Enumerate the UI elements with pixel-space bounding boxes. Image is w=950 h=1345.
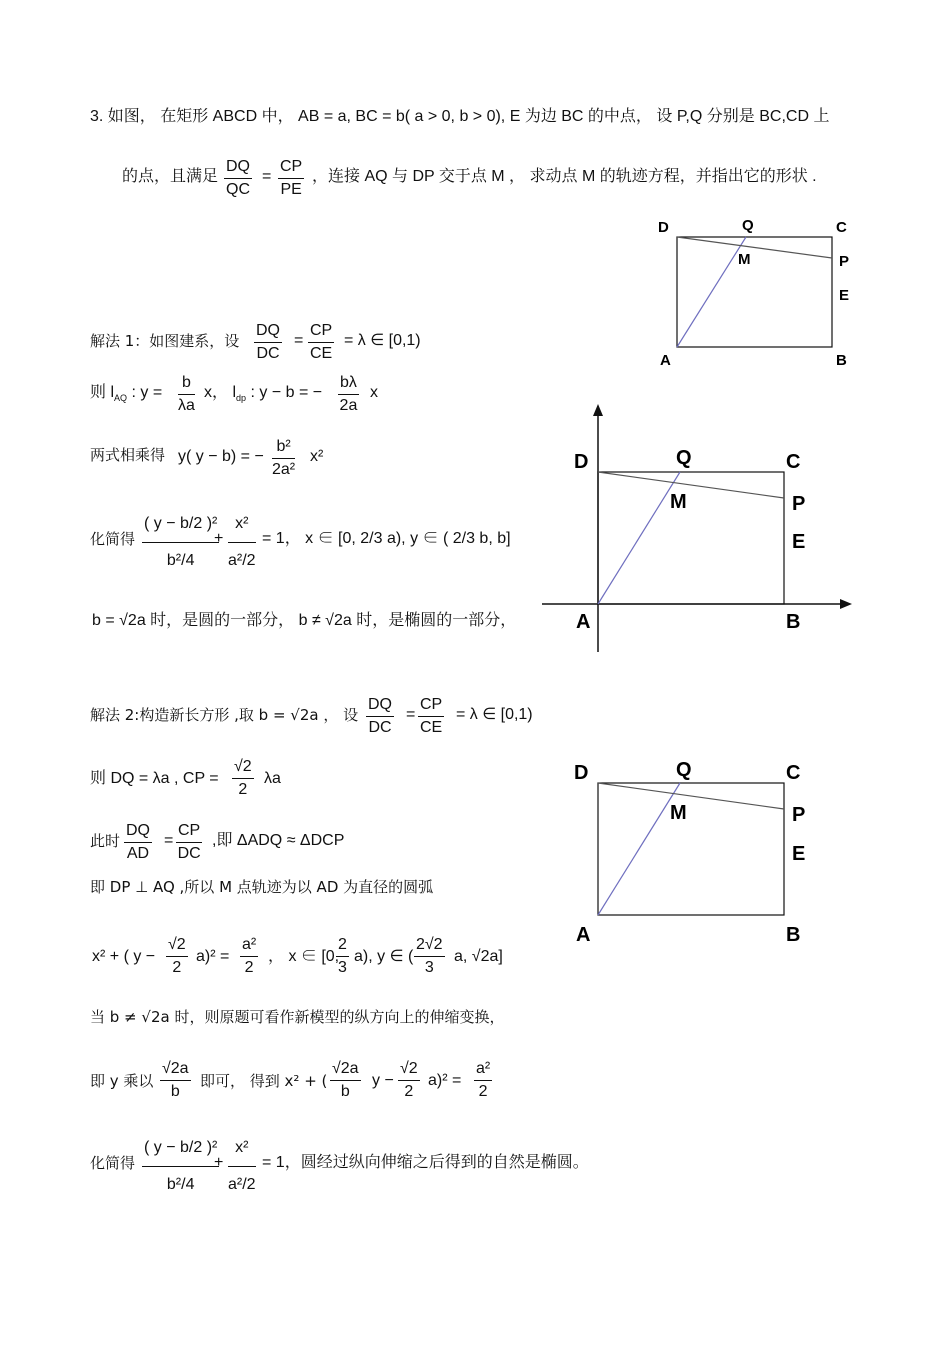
frac-den: b²/4	[166, 1176, 195, 1193]
text: : y =	[127, 384, 163, 401]
frac-den: AD	[126, 845, 150, 862]
sol1-then	[90, 384, 162, 407]
frac-den: b²/4	[166, 552, 195, 569]
figure-rectangle-1	[650, 210, 860, 375]
sol1-frac-bl-2a	[338, 372, 359, 417]
line-aq	[598, 472, 680, 604]
text: : y − b = −	[246, 384, 323, 401]
sol2-l8-frac-2	[228, 1130, 256, 1203]
sol2-line2: 则 DQ = λa , CP =	[90, 770, 219, 787]
frac-num: √2	[232, 756, 254, 779]
frac-den: a²/2	[228, 1176, 256, 1193]
subscript: dp	[236, 393, 247, 404]
frac-num: 2√2	[414, 934, 445, 957]
frac-den: 2	[404, 1083, 414, 1100]
sol2-l5-d: a), y ∈ (	[354, 948, 414, 965]
frac-num: ( y − b/2 )²	[142, 506, 219, 543]
frac-num: x²	[228, 1130, 256, 1167]
y-axis-arrow-icon	[593, 404, 603, 416]
frac-den: CE	[420, 719, 443, 736]
label-p: P	[792, 804, 806, 826]
frac-den: 2	[238, 781, 248, 798]
plus-sign: +	[214, 530, 224, 547]
sol2-frac-cp-ce	[418, 694, 444, 739]
sol2-l7-frac-1	[160, 1058, 191, 1103]
label-c: C	[786, 451, 801, 473]
label-m: M	[738, 251, 751, 268]
label-e: E	[792, 531, 806, 553]
sol2-frac-cp-dc	[176, 820, 202, 865]
frac-num: ( y − b/2 )²	[142, 1130, 219, 1167]
figure-coordinate-2	[540, 400, 860, 660]
line-dp	[598, 783, 784, 809]
line-dp	[598, 472, 784, 498]
frac-num: x²	[228, 506, 256, 543]
frac-den: 2	[172, 959, 182, 976]
sol2-l5-frac-4	[414, 934, 445, 979]
sol1-simp-frac-2	[228, 506, 256, 579]
frac-num: √2	[398, 1058, 420, 1081]
sol2-l7-frac-3	[398, 1058, 420, 1103]
sol1-then-2	[204, 384, 322, 407]
frac-num: CP	[176, 820, 202, 843]
equals-sign: =	[406, 706, 416, 723]
label-a: A	[576, 924, 591, 946]
frac-num: a²	[240, 934, 258, 957]
frac-den: b	[170, 1083, 180, 1100]
sol1-mult-eq: y( y − b) = −	[178, 448, 264, 465]
sol2-line3-tail: ,即 ΔADQ ≈ ΔDCP	[212, 832, 345, 849]
sol1-conclusion: b = √2a 时，是圆的一部分， b ≠ √2a 时，是椭圆的一部分，	[92, 612, 517, 629]
sol1-frac-b-la	[178, 372, 195, 417]
fraction-cp-pe	[278, 156, 304, 201]
text: x， l	[204, 384, 237, 401]
label-q: Q	[676, 447, 692, 469]
sol2-line4: 即 DP ⊥ AQ ,所以 M 点轨迹为以 AD 为直径的圆弧	[90, 878, 434, 896]
sol1-frac-cp-ce	[308, 320, 334, 365]
frac-den: DC	[256, 345, 280, 362]
frac-num: DQ	[124, 820, 152, 843]
sol2-l8-frac-1	[142, 1130, 219, 1203]
sol1-frac-dq-dc	[254, 320, 282, 365]
label-b: B	[786, 924, 801, 946]
sol1-simp-tail: = 1， x ∈ [0, 2/3 a), y ∈ ( 2/3 b, b]	[262, 530, 511, 547]
sol2-frac-r2-2	[232, 756, 254, 801]
frac-den: PE	[280, 181, 302, 198]
frac-den: λa	[178, 397, 195, 414]
sol1-simp-label: 化简得	[90, 530, 136, 548]
line-aq	[677, 237, 746, 347]
frac-num: √2	[166, 934, 188, 957]
label-c: C	[836, 219, 847, 236]
sol2-l8-label: 化简得	[90, 1154, 136, 1172]
frac-den: CE	[310, 345, 333, 362]
frac-den: 2a	[339, 397, 358, 414]
frac-num: a²	[474, 1058, 492, 1081]
sol2-range: = λ ∈ [0,1)	[456, 706, 533, 723]
frac-num: CP	[418, 694, 444, 717]
sol1-range: = λ ∈ [0,1)	[344, 332, 421, 349]
label-e: E	[792, 843, 806, 865]
sol2-l7-b: 即可， 得到 x² + (	[200, 1072, 328, 1090]
frac-num: bλ	[338, 372, 359, 395]
frac-den: 2	[478, 1083, 488, 1100]
frac-num: CP	[308, 320, 334, 343]
frac-den: 3	[338, 959, 347, 976]
fraction-dq-qc	[224, 156, 252, 201]
sol1-then-x: x	[370, 384, 378, 401]
sol1-simp-frac-1	[142, 506, 219, 579]
sol2-l5-frac-3	[336, 934, 349, 979]
line-dp	[677, 237, 832, 258]
label-d: D	[658, 219, 669, 236]
label-m: M	[670, 802, 687, 824]
frac-num: b	[178, 372, 195, 395]
frac-den: 2a²	[272, 461, 296, 478]
sol2-frac-dq-ad	[124, 820, 152, 865]
sol2-l7-d: a)² =	[428, 1072, 462, 1089]
frac-den: 2	[244, 959, 254, 976]
x-axis-arrow-icon	[840, 599, 852, 609]
label-q: Q	[742, 217, 754, 234]
frac-den: b	[340, 1083, 350, 1100]
equals-sign: =	[164, 832, 174, 849]
frac-num: √2a	[160, 1058, 191, 1081]
label-a: A	[576, 611, 591, 633]
sol2-frac-dq-dc	[366, 694, 394, 739]
rect-abcd	[677, 237, 832, 347]
sol2-l7-c: y −	[372, 1072, 394, 1089]
text: 则 l	[90, 384, 115, 401]
sol2-l5-c: ， x ∈ [0,	[268, 948, 340, 965]
plus-sign: +	[214, 1154, 224, 1171]
label-m: M	[670, 491, 687, 513]
line-aq	[598, 783, 680, 915]
label-c: C	[786, 762, 801, 784]
label-p: P	[839, 253, 850, 270]
sol2-label: 解法 2:构造新长方形 ,取 b = √2a ， 设	[90, 706, 359, 724]
sol1-label: 解法 1：如图建系，设	[90, 332, 240, 350]
rect-abcd	[598, 472, 784, 604]
frac-num: CP	[278, 156, 304, 179]
frac-den: 3	[424, 959, 434, 976]
label-q: Q	[676, 759, 692, 781]
rect-abcd	[598, 783, 784, 915]
frac-num: b²	[272, 436, 295, 459]
figure-rectangle-3	[570, 755, 820, 950]
frac-den: DC	[177, 845, 201, 862]
sol2-l5-e: a, √2a]	[454, 948, 503, 965]
frac-num: DQ	[224, 156, 252, 179]
sol2-l5-a: x² + ( y −	[92, 948, 156, 965]
sol2-l5-frac-1	[166, 934, 188, 979]
sol1-frac-b2-2a2	[272, 436, 295, 481]
frac-den: DC	[368, 719, 392, 736]
label-a: A	[660, 352, 671, 369]
sol2-line6: 当 b ≠ √2a 时，则原题可看作新模型的纵方向上的伸缩变换，	[90, 1008, 505, 1026]
label-d: D	[574, 762, 589, 784]
frac-num: √2a	[330, 1058, 361, 1081]
sol2-l7-frac-4	[474, 1058, 492, 1103]
equals-sign: =	[294, 332, 304, 349]
label-e: E	[839, 287, 850, 304]
frac-num: 2	[336, 934, 349, 957]
sol2-line3-label: 此时	[90, 832, 121, 850]
problem-line-2-pre: 的点，且满足	[122, 168, 219, 185]
label-b: B	[786, 611, 801, 633]
problem-line-2-post: ，连接 AQ 与 DP 交于点 M ， 求动点 M 的轨迹方程，并指出它的形状 .	[312, 168, 817, 185]
sol2-l5-b: a)² =	[196, 948, 230, 965]
sol1-mult-label: 两式相乘得	[90, 446, 166, 464]
frac-den: QC	[226, 181, 250, 198]
problem-line-1: 3. 如图， 在矩形 ABCD 中， AB = a, BC = b( a > 0, b > 0), E 为边 BC 的中点， 设 P,Q 分别是 BC,CD 上	[90, 108, 830, 125]
sol2-l8-tail: = 1，圆经过纵向伸缩之后得到的自然是椭圆。	[262, 1154, 589, 1171]
equals-sign: =	[262, 168, 272, 185]
frac-den: a²/2	[228, 552, 256, 569]
sol2-l7-a: 即 y 乘以	[90, 1072, 154, 1090]
label-b: B	[836, 352, 847, 369]
sol2-l5-frac-2	[240, 934, 258, 979]
label-d: D	[574, 451, 589, 473]
label-p: P	[792, 493, 806, 515]
frac-num: DQ	[366, 694, 394, 717]
sol2-line2-tail: λa	[264, 770, 281, 787]
frac-num: DQ	[254, 320, 282, 343]
subscript: AQ	[114, 393, 128, 404]
sol1-mult-x: x²	[310, 448, 324, 465]
sol2-l7-frac-2	[330, 1058, 361, 1103]
